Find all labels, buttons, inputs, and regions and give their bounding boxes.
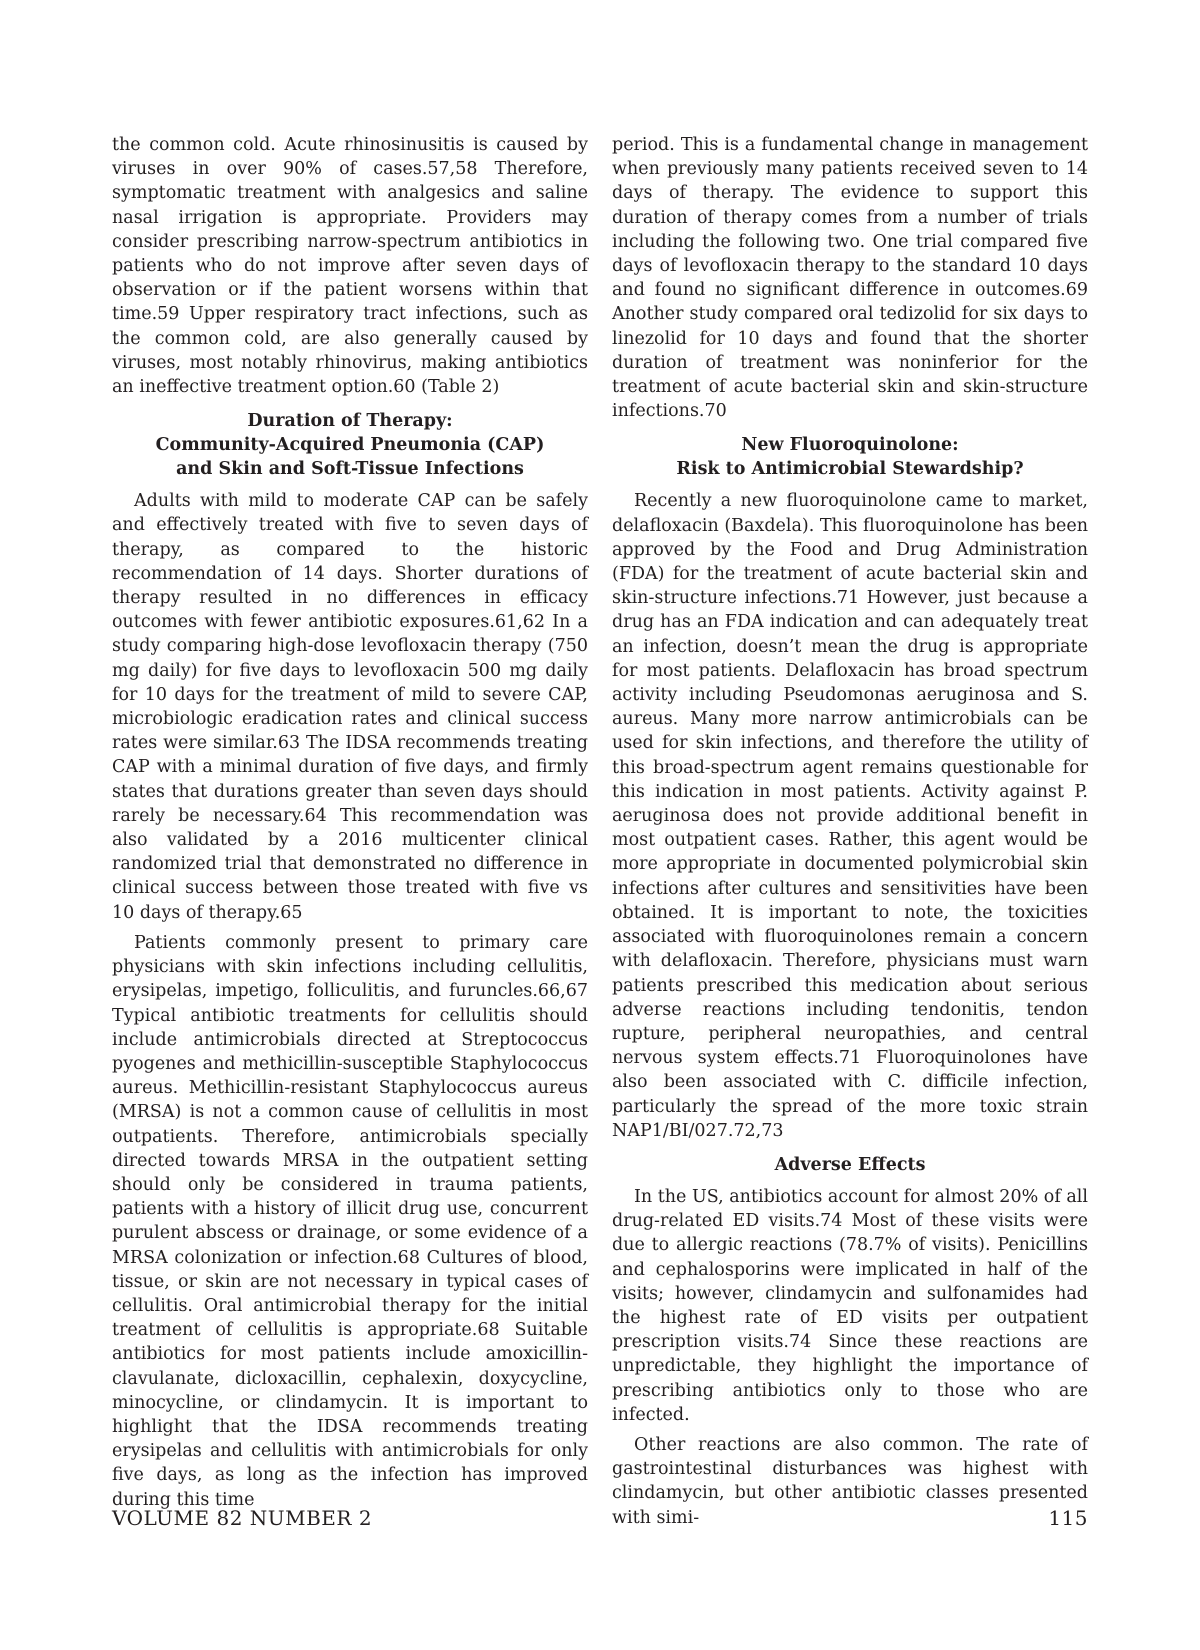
- heading-line: New Fluoroquinolone:: [741, 435, 959, 456]
- heading-line: Community-Acquired Pneumonia (CAP): [155, 435, 545, 456]
- heading-line: and Skin and Soft-Tissue Infections: [176, 459, 524, 480]
- journal-volume-footer: VOLUME 82 NUMBER 2: [112, 1506, 373, 1530]
- body-paragraph: Other reactions are also common. The rate of gastrointestinal disturbances was highest with clindamycin, but other antibiotic classes presented with simi-: [612, 1434, 1088, 1528]
- heading-line: Risk to Antimicrobial Stewardship?: [676, 459, 1024, 480]
- page-number: 115: [1048, 1506, 1088, 1530]
- heading-line: Duration of Therapy:: [247, 411, 453, 432]
- left-column: [112, 133, 588, 1518]
- section-heading-new-fluoroquinolone: [612, 433, 1088, 481]
- body-paragraph: period. This is a fundamental change in management when previously many patients received seven to 14 days of therapy. The evidence to support this duration of therapy comes from a number of trials including the following two. One trial compared five days of levofloxacin therapy to the standard 10 days and found no significant difference in outcomes.69 Another study compared oral tedizolid for six days to linezolid for 10 days and found that the shorter duration of treatment was noninferior for the treatment of acute bacterial skin and skin-structure infections.70: [612, 135, 1088, 422]
- body-paragraph: Adults with mild to moderate CAP can be safely and effectively treated with five to seven days of therapy, as compared to the historic recommendation of 14 days. Shorter durations of therapy resulted in no differences in efficacy outcomes with fewer antibiotic exposures.61,62 In a study comparing high-dose levofloxacin therapy (750 mg daily) for five days to levofloxacin 500 mg daily for 10 days for the treatment of mild to severe CAP, microbiologic eradication rates and clinical success rates were similar.63 The IDSA recommends treating CAP with a minimal duration of five days, and firmly states that durations greater than seven days should rarely be necessary.64 This recommendation was also validated by a 2016 multicenter clinical randomized trial that demonstrated no difference in clinical success between those treated with five vs 10 days of therapy.65: [112, 491, 588, 923]
- section-heading-adverse-effects: [612, 1153, 1088, 1177]
- heading-line: Adverse Effects: [774, 1154, 926, 1175]
- body-paragraph: Patients commonly present to primary care physicians with skin infections including cellulitis, erysipelas, impetigo, folliculitis, and furuncles.66,67 Typical antibiotic treatments for cellulitis should include antimicrobials directed at Streptococcus pyogenes and methicillin-susceptible Staphylococcus aureus. Methicillin-resistant Staphylococcus aureus (MRSA) is not a common cause of cellulitis in most outpatients. Therefore, antimicrobials specially directed towards MRSA in the outpatient setting should only be considered in trauma patients, patients with a history of illicit drug use, concurrent purulent abscess or drainage, or some evidence of a MRSA colonization or infection.68 Cultures of blood, tissue, or skin are not necessary in typical cases of cellulitis. Oral antimicrobial therapy for the initial treatment of cellulitis is appropriate.68 Suitable antibiotics for most patients include amoxicillin-clavulanate, dicloxacillin, cephalexin, doxycycline, minocycline, or clindamycin. It is important to highlight that the IDSA recommends treating erysipelas and cellulitis with antimicrobials for only five days, as long as the infection has improved during this time: [112, 932, 588, 1510]
- right-column: [612, 133, 1088, 1536]
- body-paragraph: the common cold. Acute rhinosinusitis is caused by viruses in over 90% of cases.57,58 Therefore, symptomatic treatment with analgesics and saline nasal irrigation is appropriate. Providers may consider prescribing narrow-spectrum antibiotics in patients who do not improve after seven days of observation or if the patient worsens within that time.59 Upper respiratory tract infections, such as the common cold, are also generally caused by viruses, most notably rhinovirus, making antibiotics an ineffective treatment option.60 (Table 2): [112, 135, 588, 398]
- section-heading-duration-of-therapy: [112, 409, 588, 481]
- body-paragraph: Recently a new fluoroquinolone came to market, delafloxacin (Baxdela). This fluoroquinolone has been approved by the Food and Drug Administration (FDA) for the treatment of acute bacterial skin and skin-structure infections.71 However, just because a drug has an FDA indication and can adequately treat an infection, doesn’t mean the drug is appropriate for most patients. Delafloxacin has broad spectrum activity including Pseudomonas aeruginosa and S. aureus. Many more narrow antimicrobials can be used for skin infections, and therefore the utility of this broad-spectrum agent remains questionable for this indication in most patients. Activity against P. aeruginosa does not provide additional benefit in most outpatient cases. Rather, this agent would be more appropriate in documented polymicrobial skin infections after cultures and sensitivities have been obtained. It is important to note, the toxicities associated with fluoroquinolones remain a concern with delafloxacin. Therefore, physicians must warn patients prescribed this medication about serious adverse reactions including tendonitis, tendon rupture, peripheral neuropathies, and central nervous system effects.71 Fluoroquinolones have also been associated with C. difficile infection, particularly the spread of the more toxic strain NAP1/BI/027.72,73: [612, 491, 1088, 1141]
- body-paragraph: In the US, antibiotics account for almost 20% of all drug-related ED visits.74 Most of these visits were due to allergic reactions (78.7% of visits). Penicillins and cephalosporins were implicated in half of the visits; however, clindamycin and sulfonamides had the highest rate of ED visits per outpatient prescription visits.74 Since these reactions are unpredictable, they highlight the importance of prescribing antibiotics only to those who are infected.: [612, 1186, 1088, 1425]
